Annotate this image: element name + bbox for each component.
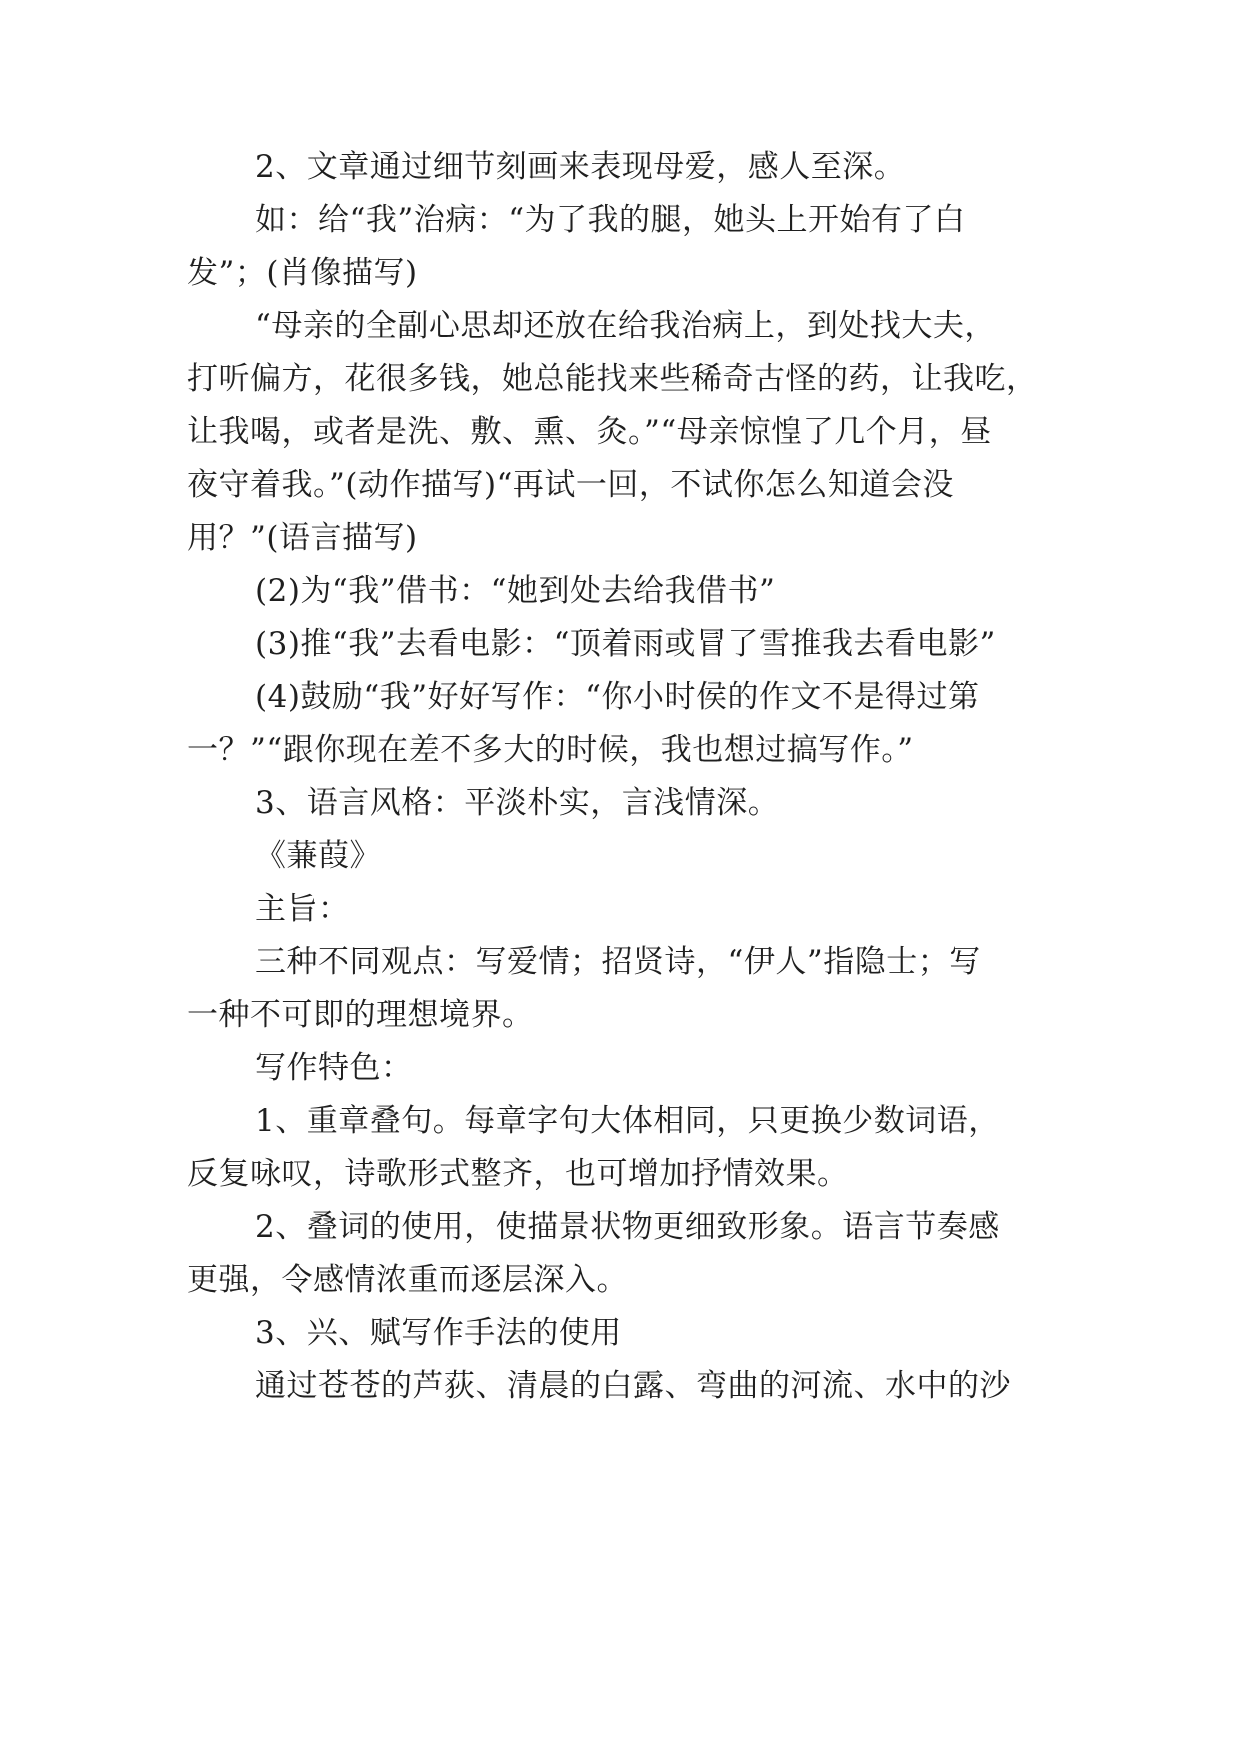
- text-line: (3)推“我”去看电影：“顶着雨或冒了雪推我去看电影”: [255, 626, 996, 662]
- text-line: 一？”“跟你现在差不多大的时候，我也想过搞写作。”: [187, 732, 914, 768]
- text-line: 1、重章叠句。每章字句大体相同，只更换少数词语，: [255, 1103, 1000, 1139]
- section-title: 《蒹葭》: [255, 838, 381, 874]
- text-line: 用？”(语言描写): [187, 520, 418, 556]
- text-line: 2、叠词的使用，使描景状物更细致形象。语言节奏感: [255, 1209, 1000, 1245]
- text-line: 通过苍苍的芦荻、清晨的白露、弯曲的河流、水中的沙: [255, 1368, 1011, 1404]
- text-line: 主旨：: [255, 891, 350, 927]
- text-line: 夜守着我。”(动作描写)“再试一回，不试你怎么知道会没: [187, 467, 954, 503]
- text-line: (2)为“我”借书：“她到处去给我借书”: [255, 573, 776, 609]
- text-line: 3、兴、赋写作手法的使用: [255, 1315, 622, 1351]
- text-line: 更强，令感情浓重而逐层深入。: [187, 1262, 628, 1298]
- text-line: 反复咏叹，诗歌形式整齐，也可增加抒情效果。: [187, 1156, 849, 1192]
- text-line: 如：给“我”治病：“为了我的腿，她头上开始有了白: [255, 202, 966, 238]
- text-line: 三种不同观点：写爱情；招贤诗，“伊人”指隐士；写: [255, 944, 981, 980]
- text-line: 2、文章通过细节刻画来表现母爱，感人至深。: [255, 149, 906, 185]
- text-line: 3、语言风格：平淡朴实，言浅情深。: [255, 785, 780, 821]
- text-line: 发”；(肖像描写): [187, 255, 418, 291]
- text-line: 让我喝，或者是洗、敷、熏、灸。”“母亲惊惶了几个月，昼: [187, 414, 992, 450]
- text-line: 写作特色：: [255, 1050, 413, 1086]
- text-line: (4)鼓励“我”好好写作：“你小时侯的作文不是得过第: [255, 679, 980, 715]
- text-line: 打听偏方，花很多钱，她总能找来些稀奇古怪的药，让我吃，: [187, 361, 1038, 397]
- text-line: “母亲的全副心思却还放在给我治病上，到处找大夫，: [255, 308, 996, 344]
- text-line: 一种不可即的理想境界。: [187, 997, 534, 1033]
